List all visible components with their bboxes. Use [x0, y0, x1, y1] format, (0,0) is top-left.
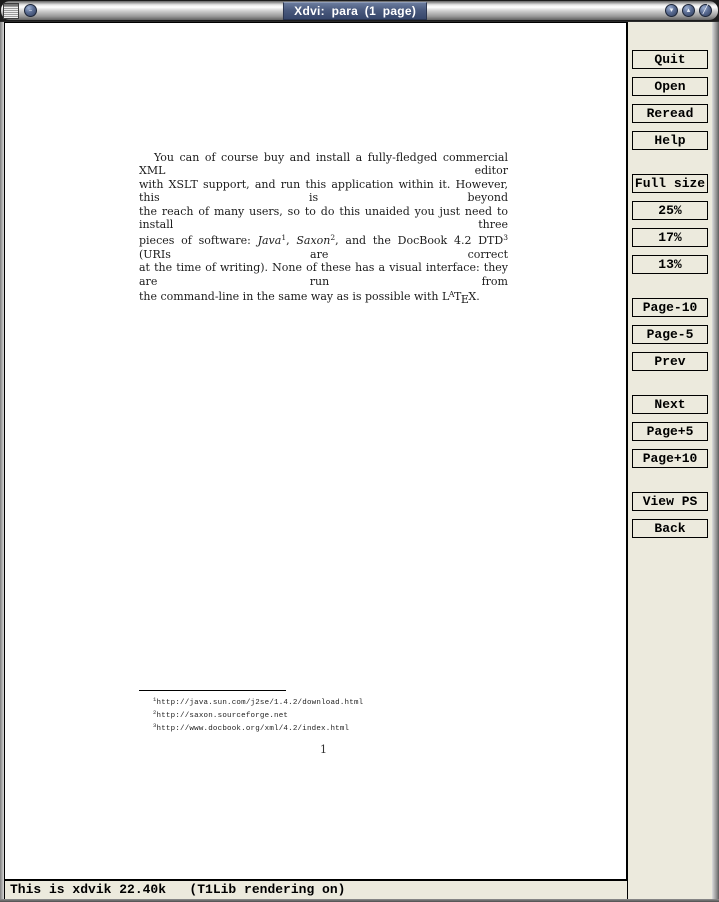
footnote-line: [153, 708, 363, 721]
paragraph: [139, 151, 508, 306]
help-button[interactable]: Help: [632, 131, 708, 150]
next-button[interactable]: Next: [632, 395, 708, 414]
footnotes: [153, 695, 363, 734]
page-minus-10-button[interactable]: Page-10: [632, 298, 708, 317]
xdvi-app-icon: [3, 3, 19, 19]
text-segment: Saxon: [296, 234, 331, 248]
zoom-13-button[interactable]: 13%: [632, 255, 708, 274]
close-icon[interactable]: ╱: [699, 4, 712, 17]
page-number: 1: [320, 743, 327, 756]
footnote-number: 1: [153, 696, 157, 703]
paragraph-line: the reach of many users, so to do this unaided you just need to install three: [139, 204, 508, 232]
paragraph-line: [139, 231, 508, 261]
text-segment: .: [476, 290, 480, 304]
footnote-marker: 1: [281, 233, 287, 243]
footnote-marker: 2: [330, 233, 336, 243]
shade-icon[interactable]: ▾: [665, 4, 678, 17]
back-button[interactable]: Back: [632, 519, 708, 538]
text-segment: pieces of software:: [139, 234, 258, 248]
text-segment: Java: [257, 234, 282, 248]
paragraph-line: You can of course buy and install a fully-fledged commercial XML editor: [139, 151, 508, 178]
page-minus-5-button[interactable]: Page-5: [632, 325, 708, 344]
footnote-line: [153, 695, 363, 708]
footnote-line: [153, 721, 363, 734]
dvi-page-viewport[interactable]: [4, 22, 627, 880]
reread-button[interactable]: Reread: [632, 104, 708, 123]
footnote-number: 2: [153, 709, 157, 716]
window-menu-button[interactable]: –: [24, 4, 37, 17]
text-segment: the command-line in the same way as is possible with: [139, 290, 442, 304]
footnote-number: 3: [153, 722, 157, 729]
latex-logo: $L^ATEX$: [441, 290, 477, 306]
page-plus-5-button[interactable]: Page+5: [632, 422, 708, 441]
footnote-url: http://www.docbook.org/xml/4.2/index.html: [156, 725, 350, 733]
page-plus-10-button[interactable]: Page+10: [632, 449, 708, 468]
footnote-url: http://saxon.sourceforge.net: [156, 712, 289, 720]
text-segment: ,: [286, 234, 297, 248]
quit-button[interactable]: Quit: [632, 50, 708, 69]
paragraph-line: with XSLT support, and run this application within it. However, this is beyond: [139, 177, 508, 205]
titlebar[interactable]: [0, 0, 719, 22]
text-segment: (URIs are correct: [139, 247, 508, 261]
status-bar: This is xdvik 22.40k (T1Lib rendering on): [4, 880, 627, 899]
prev-button[interactable]: Prev: [632, 352, 708, 371]
window-frame-right: [712, 22, 719, 902]
text-segment: , and the DocBook 4.2 DTD: [335, 234, 504, 248]
full-size-button[interactable]: Full size: [632, 174, 708, 193]
button-panel: [627, 22, 712, 899]
window-title: Xdvi: para (1 page): [283, 2, 427, 20]
view-ps-button[interactable]: View PS: [632, 492, 708, 511]
footnote-marker: 3: [503, 233, 508, 243]
footnote-rule: [139, 690, 286, 691]
maximize-icon[interactable]: ▴: [682, 4, 695, 17]
zoom-25-button[interactable]: 25%: [632, 201, 708, 220]
paragraph-line: at the time of writing). None of these has a visual interface: they are run from: [139, 261, 508, 288]
footnote-url: http://java.sun.com/j2se/1.4.2/download.html: [156, 699, 364, 707]
zoom-17-button[interactable]: 17%: [632, 228, 708, 247]
paragraph-line: [139, 288, 508, 306]
open-button[interactable]: Open: [632, 77, 708, 96]
